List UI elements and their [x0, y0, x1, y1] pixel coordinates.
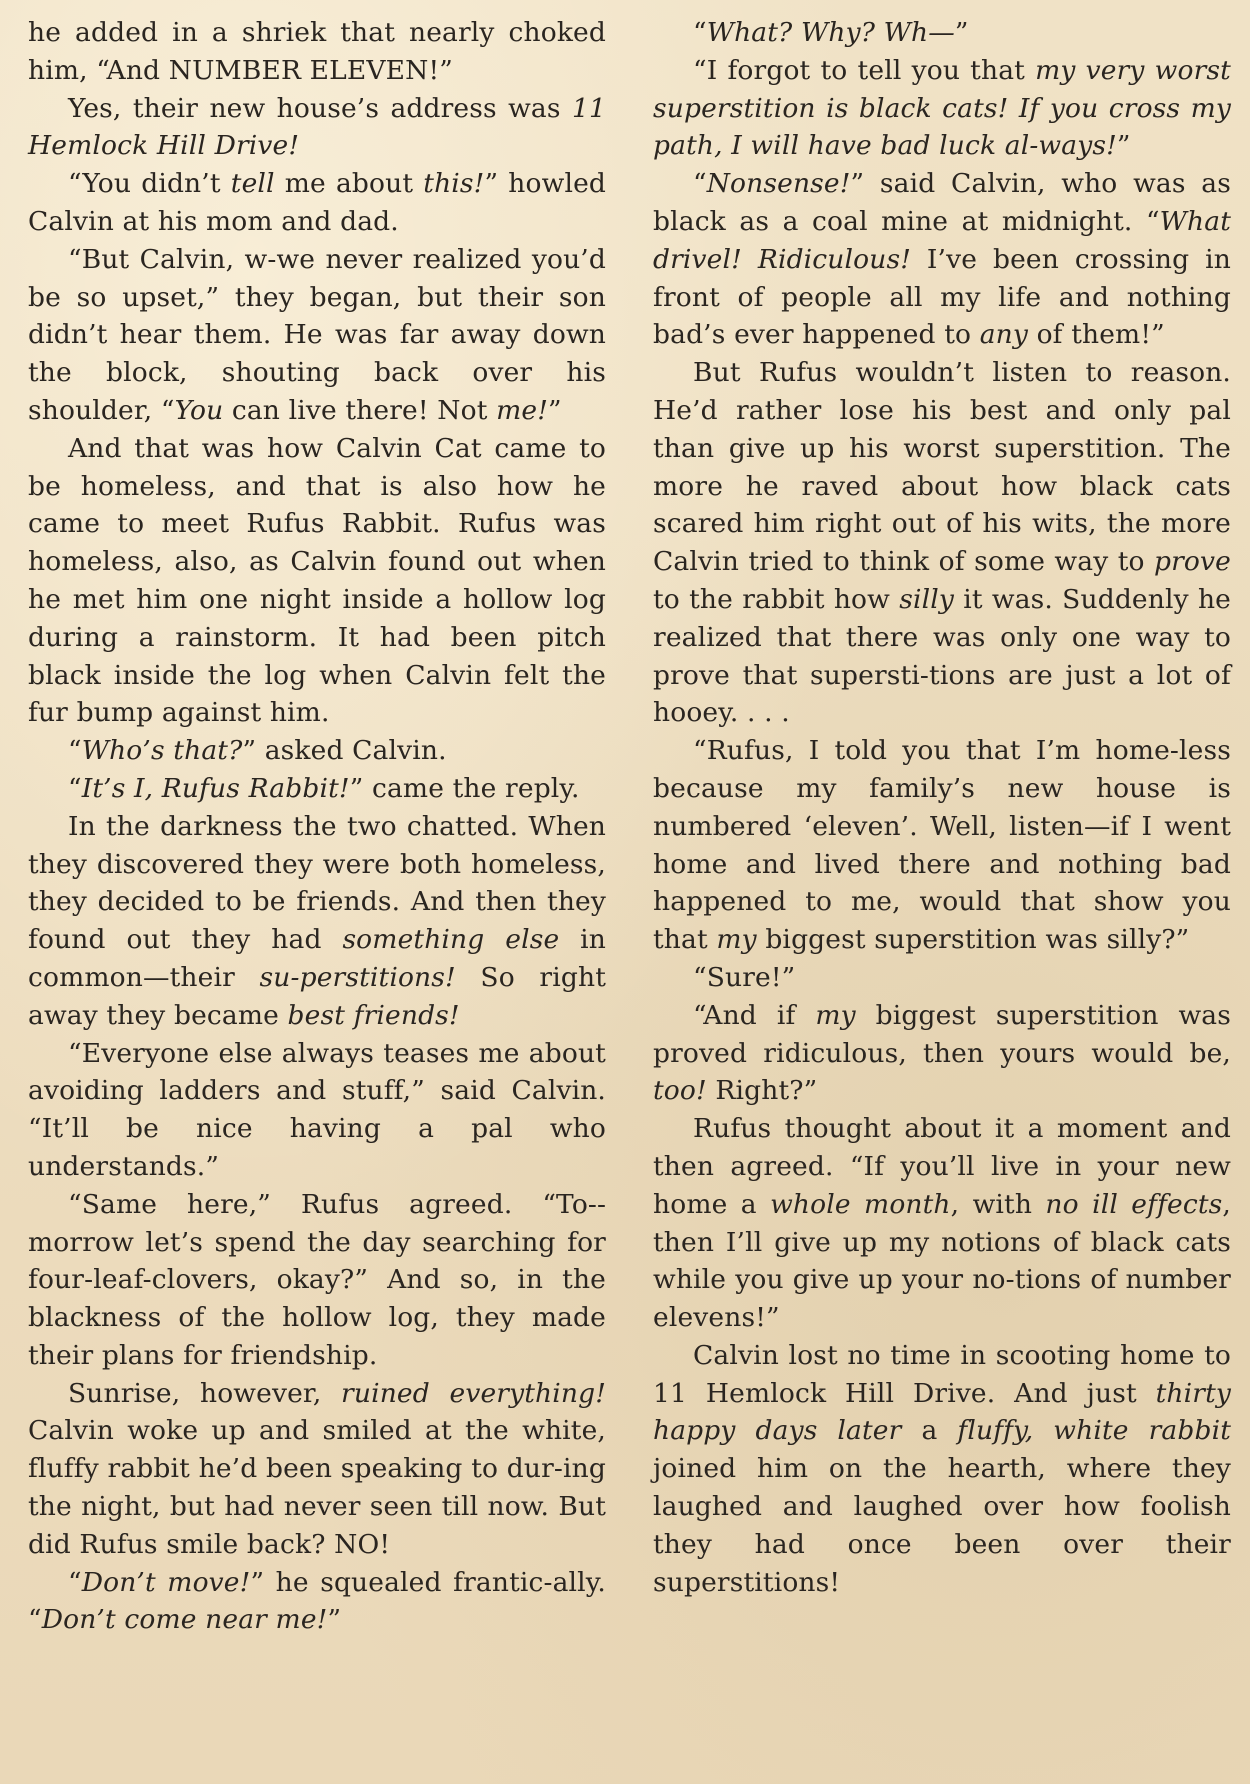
text-run: Calvin woke up and smiled at the white, fluffy rabbit he’d been speaking to dur-ing the night, but had never seen till now. But did Rufus smile back? NO!	[28, 1415, 606, 1560]
text-run: So right away they became	[28, 961, 606, 1031]
text-run: “Sure!”	[693, 961, 796, 993]
story-paragraph	[653, 1110, 1231, 1337]
text-run: , with	[950, 1188, 1046, 1220]
italic-text-run: It’s I, Rufus Rabbit!	[81, 772, 350, 804]
text-run: “Everyone else always teases me about avoiding ladders and stuff,” said Calvin. “It’ll be nice having a pal who understands.”	[28, 1037, 606, 1182]
italic-text-run: prove	[1154, 546, 1231, 578]
italic-text-run: Don’t come near me!	[41, 1604, 328, 1636]
text-run: “Rufus, I told you that I’m home-less because my family’s new house is numbered ‘eleven’. Well, listen—if I went home and lived there and nothing bad happened to me, would that show you that	[653, 735, 1231, 956]
italic-text-run: no ill effects	[1045, 1188, 1223, 1220]
italic-text-run: 11 Hemlock Hill Drive!	[28, 92, 606, 162]
story-paragraph	[653, 14, 1231, 52]
story-paragraph	[28, 1186, 606, 1375]
text-run: me about	[274, 168, 424, 200]
story-paragraph	[653, 732, 1231, 959]
text-run: Sunrise, however,	[68, 1377, 342, 1409]
text-run: “I forgot to tell you that	[693, 54, 1036, 86]
story-paragraph	[28, 732, 606, 770]
story-paragraph	[28, 1035, 606, 1186]
story-paragraph	[653, 997, 1231, 1110]
text-run: ”	[954, 17, 969, 48]
left-column	[28, 14, 606, 1639]
italic-text-run: ruined everything!	[341, 1377, 606, 1409]
text-run: I’ve been crossing in front of people all my life and nothing bad’s ever happened to	[653, 243, 1231, 351]
italic-text-run: tell	[230, 168, 275, 200]
text-run: ”	[1116, 130, 1131, 162]
text-run: it was. Suddenly he realized that there was only one way to prove that supersti-tions are just a lot of hooey. . . .	[653, 583, 1232, 729]
story-paragraph	[653, 1337, 1231, 1602]
story-paragraph	[28, 165, 606, 241]
text-run: ”	[548, 394, 562, 426]
italic-text-run: What drivel! Ridiculous!	[653, 205, 1231, 275]
italic-text-run: Don’t move!	[81, 1566, 251, 1598]
text-run: to the rabbit how	[653, 583, 900, 615]
story-paragraph	[28, 1375, 606, 1564]
italic-text-run: best friends!	[287, 999, 460, 1031]
text-run: “	[693, 168, 707, 200]
text-run: “You didn’t	[68, 168, 231, 200]
story-paragraph	[653, 165, 1231, 354]
text-run: “And if	[693, 999, 816, 1031]
italic-text-run: You	[174, 394, 224, 426]
right-column	[653, 14, 1231, 1601]
text-run: ” asked Calvin.	[242, 735, 447, 767]
text-run: biggest superstition was silly?”	[756, 924, 1190, 956]
italic-text-run: any	[979, 319, 1028, 351]
text-run: ” came the reply.	[349, 772, 580, 804]
italic-text-run: something else	[342, 924, 560, 956]
italic-text-run: silly	[899, 583, 954, 615]
text-run: joined him on the hearth, where they laughed and laughed over how foolish they had once been over their superstitions!	[653, 1453, 1231, 1598]
text-run: And that was how Calvin Cat came to be homeless, and that is also how he came to meet Rufus Rabbit. Rufus was homeless, also, as Calvin found out when he met him one night inside a hollow log during a rainstorm. It had been pitch black inside the log when Calvin felt the fur bump against him.	[28, 432, 606, 729]
text-run: Rufus thought about it a moment and then agreed. “If you’ll live in your new home a	[653, 1113, 1231, 1220]
italic-text-run: this!	[423, 168, 485, 200]
text-run: , then I’ll give up my notions of black cats while you give up your no-tions of number elevens!”	[653, 1188, 1231, 1334]
story-paragraph	[28, 14, 606, 90]
text-run: Yes, their new house’s address was	[68, 92, 572, 124]
text-run: “	[68, 772, 82, 804]
text-run: “	[68, 1566, 82, 1598]
story-paragraph	[653, 959, 1231, 997]
text-run: can live there! Not	[223, 394, 497, 426]
story-paragraph	[28, 90, 606, 166]
italic-text-run: su-perstitions!	[259, 961, 456, 993]
story-paragraph	[653, 354, 1231, 732]
text-run: But Rufus wouldn’t listen to reason. He’d rather lose his best and only pal than give up his worst superstition. The more he raved about how black cats scared him right out of his wits, the more Calvin tried to think of some way to	[653, 357, 1231, 578]
italic-text-run: my very worst superstition is black cats! If you cross my path, I will have bad luck al-ways!	[653, 54, 1231, 162]
italic-text-run: Who’s that?	[81, 735, 243, 767]
text-run: “But Calvin, w-we never realized you’d be so upset,” they began, but their son didn’t hear them. He was far away down the block, shouting back over his shoulder, “	[28, 243, 606, 426]
italic-text-run: too!	[653, 1075, 707, 1107]
story-paragraph	[28, 430, 606, 732]
text-run: “Same here,” Rufus agreed. “To-morrow let’s spend the day searching for four-leaf-clovers, okay?” And so, in the blackness of the hollow log, they made their plans for friendship.	[28, 1188, 606, 1371]
italic-text-run: my	[716, 924, 757, 956]
italic-text-run: What? Why? Wh—	[706, 17, 955, 48]
italic-text-run: me!	[496, 394, 548, 426]
story-paragraph	[653, 52, 1231, 165]
text-run: “	[693, 17, 707, 48]
text-run: a	[901, 1415, 958, 1447]
text-run: ” howled Calvin at his mom and dad.	[28, 168, 607, 237]
text-run: “	[68, 735, 82, 767]
story-paragraph	[28, 808, 606, 1035]
text-run: In the darkness the two chatted. When they discovered they were both homeless, they decided to be friends. And then they found out they had	[28, 810, 606, 956]
text-run: ”	[327, 1604, 342, 1636]
text-run: Calvin lost no time in scooting home to 11 Hemlock Hill Drive. And just	[653, 1339, 1231, 1409]
italic-text-run: whole month	[770, 1188, 951, 1220]
story-paragraph	[28, 770, 606, 808]
story-paragraph	[28, 1564, 606, 1640]
text-run: of them!”	[1028, 319, 1165, 351]
text-run: he added in a shriek that nearly choked him, “And NUMBER ELEVEN!”	[28, 17, 606, 86]
italic-text-run: fluffy, white rabbit	[957, 1415, 1231, 1447]
story-paragraph	[28, 241, 606, 430]
italic-text-run: my	[815, 999, 856, 1031]
italic-text-run: thirty happy days later	[653, 1377, 1231, 1447]
text-run: ” he squealed frantic-ally. “	[28, 1566, 606, 1636]
text-run: in common—their	[28, 924, 606, 993]
text-run: Right?”	[706, 1075, 818, 1107]
text-run: ” said Calvin, who was as black as a coal mine at midnight. “	[653, 168, 1231, 237]
italic-text-run: Nonsense!	[706, 168, 851, 200]
text-run: biggest superstition was proved ridiculous, then yours would be,	[653, 999, 1231, 1069]
